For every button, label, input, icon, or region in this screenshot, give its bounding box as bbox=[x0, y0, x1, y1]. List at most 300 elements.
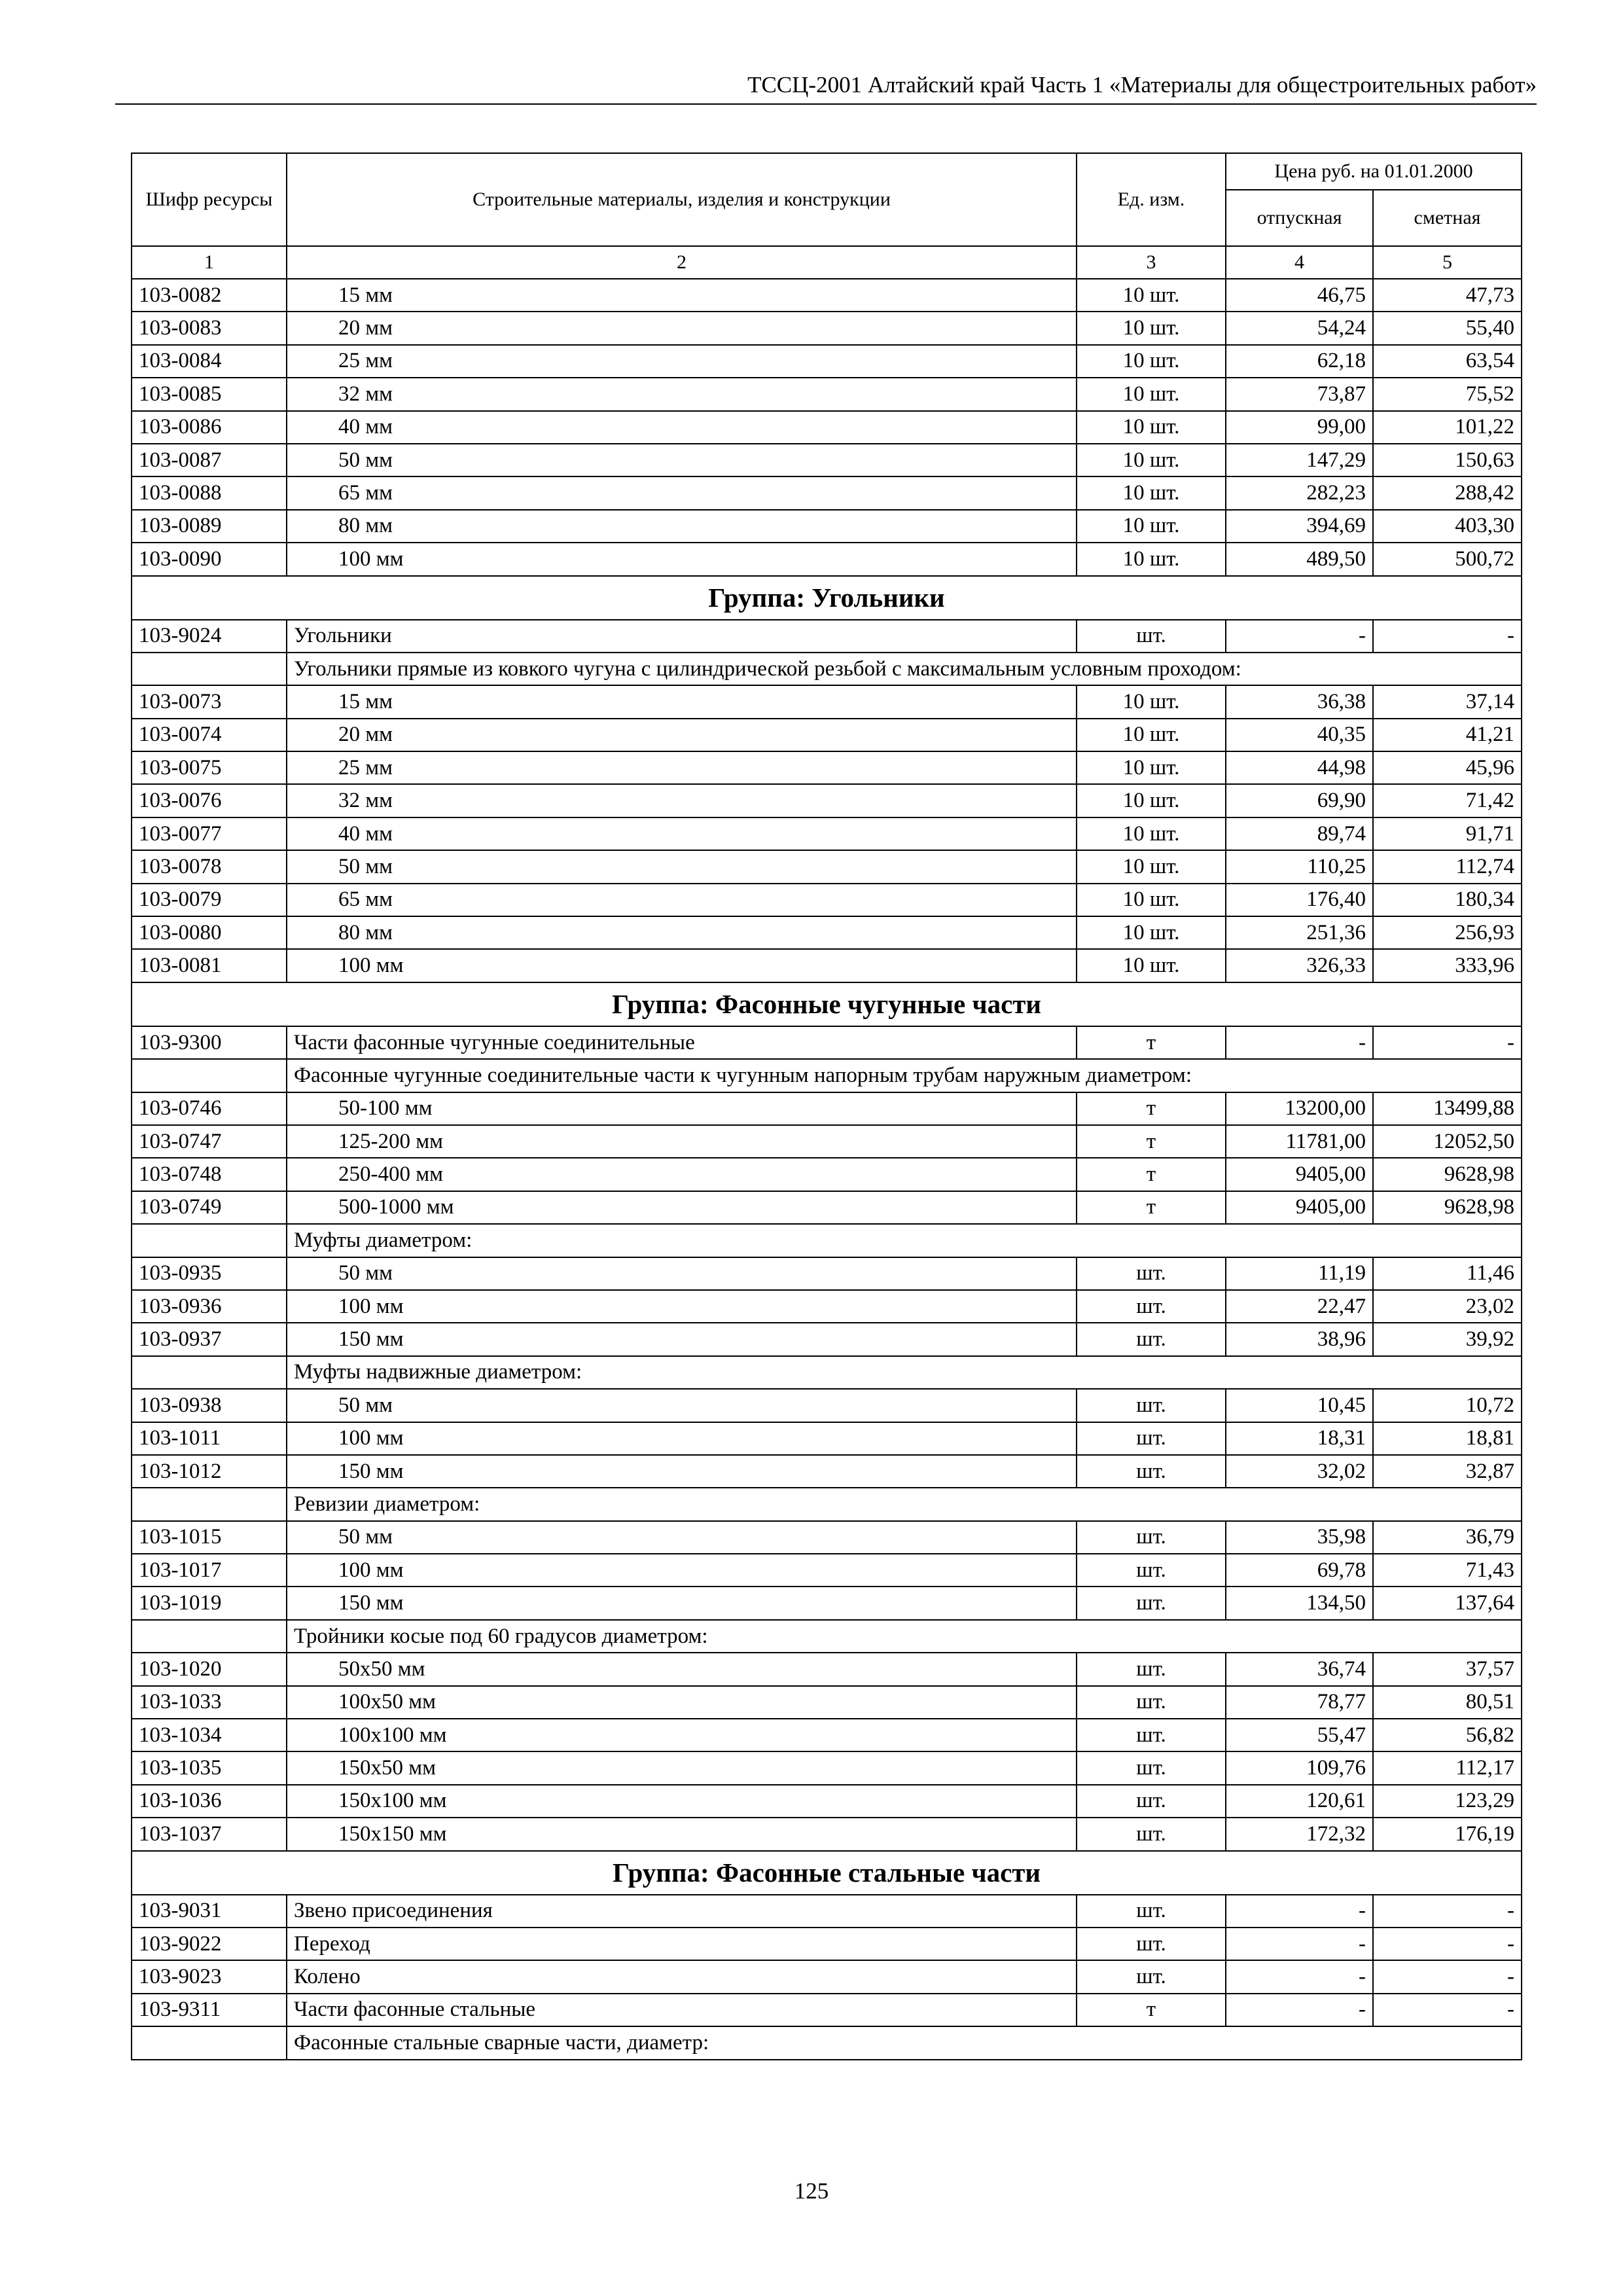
unit-cell: шт. bbox=[1077, 1818, 1226, 1850]
name-cell: 150 мм bbox=[287, 1455, 1077, 1488]
table-row bbox=[132, 1818, 1522, 1850]
column-header-price-group: Цена руб. на 01.01.2000 bbox=[1226, 153, 1522, 190]
name-cell: 80 мм bbox=[287, 510, 1077, 543]
code-cell: 103-1015 bbox=[132, 1521, 287, 1554]
unit-cell: 10 шт. bbox=[1077, 685, 1226, 718]
price-release-cell: - bbox=[1226, 1026, 1373, 1059]
subheading-row bbox=[132, 2026, 1522, 2059]
code-cell: 103-9300 bbox=[132, 1026, 287, 1059]
code-cell: 103-0085 bbox=[132, 378, 287, 410]
price-release-cell: 172,32 bbox=[1226, 1818, 1373, 1850]
code-cell: 103-0076 bbox=[132, 784, 287, 817]
group-title: Группа: Фасонные чугунные части bbox=[132, 982, 1522, 1026]
unit-cell: 10 шт. bbox=[1077, 279, 1226, 312]
code-cell: 103-1035 bbox=[132, 1751, 287, 1784]
price-table bbox=[131, 152, 1522, 2060]
price-release-cell: 13200,00 bbox=[1226, 1092, 1373, 1125]
table-row bbox=[132, 1323, 1522, 1355]
code-cell: 103-0936 bbox=[132, 1290, 287, 1323]
code-cell: 103-1033 bbox=[132, 1686, 287, 1719]
table-row bbox=[132, 444, 1522, 476]
price-estimate-cell: - bbox=[1373, 1960, 1522, 1993]
code-cell bbox=[132, 1059, 287, 1092]
group-title: Группа: Фасонные стальные части bbox=[132, 1851, 1522, 1895]
price-estimate-cell: 10,72 bbox=[1373, 1389, 1522, 1422]
unit-cell: т bbox=[1077, 1191, 1226, 1224]
price-estimate-cell: 403,30 bbox=[1373, 510, 1522, 543]
table-row bbox=[132, 784, 1522, 817]
table-row bbox=[132, 1895, 1522, 1928]
column-header-price-release: отпускная bbox=[1226, 190, 1373, 246]
code-cell bbox=[132, 1356, 287, 1389]
column-number: 5 bbox=[1373, 246, 1522, 279]
table-row bbox=[132, 1751, 1522, 1784]
subheading-row bbox=[132, 1224, 1522, 1257]
price-release-cell: 44,98 bbox=[1226, 751, 1373, 784]
code-cell bbox=[132, 653, 287, 685]
price-release-cell: 69,90 bbox=[1226, 784, 1373, 817]
price-estimate-cell: - bbox=[1373, 620, 1522, 653]
name-cell: 100 мм bbox=[287, 543, 1077, 575]
group-header-row bbox=[132, 576, 1522, 620]
price-release-cell: 38,96 bbox=[1226, 1323, 1373, 1355]
price-estimate-cell: 23,02 bbox=[1373, 1290, 1522, 1323]
name-cell: 150 мм bbox=[287, 1323, 1077, 1355]
page-number: 125 bbox=[794, 2178, 829, 2204]
code-cell: 103-0090 bbox=[132, 543, 287, 575]
price-release-cell: - bbox=[1226, 1928, 1373, 1960]
table-row bbox=[132, 850, 1522, 883]
name-cell: 80 мм bbox=[287, 916, 1077, 949]
table-row bbox=[132, 817, 1522, 850]
name-cell: 15 мм bbox=[287, 685, 1077, 718]
unit-cell: шт. bbox=[1077, 1455, 1226, 1488]
unit-cell: шт. bbox=[1077, 1290, 1226, 1323]
price-estimate-cell: 150,63 bbox=[1373, 444, 1522, 476]
price-estimate-cell: 75,52 bbox=[1373, 378, 1522, 410]
column-header-unit: Ед. изм. bbox=[1077, 153, 1226, 246]
price-release-cell: 9405,00 bbox=[1226, 1191, 1373, 1224]
price-release-cell: - bbox=[1226, 1960, 1373, 1993]
unit-cell: 10 шт. bbox=[1077, 476, 1226, 509]
name-cell: 50-100 мм bbox=[287, 1092, 1077, 1125]
name-cell: 32 мм bbox=[287, 378, 1077, 410]
name-cell: 65 мм bbox=[287, 476, 1077, 509]
table-row bbox=[132, 1422, 1522, 1455]
code-cell: 103-1017 bbox=[132, 1554, 287, 1587]
name-cell: 50 мм bbox=[287, 1521, 1077, 1554]
code-cell bbox=[132, 1620, 287, 1653]
price-estimate-cell: 9628,98 bbox=[1373, 1158, 1522, 1191]
table-row bbox=[132, 620, 1522, 653]
table-row bbox=[132, 345, 1522, 378]
unit-cell: 10 шт. bbox=[1077, 850, 1226, 883]
price-release-cell: 251,36 bbox=[1226, 916, 1373, 949]
group-header-row bbox=[132, 982, 1522, 1026]
code-cell: 103-1012 bbox=[132, 1455, 287, 1488]
name-cell: 65 мм bbox=[287, 884, 1077, 916]
unit-cell: шт. bbox=[1077, 1895, 1226, 1928]
price-estimate-cell: 37,14 bbox=[1373, 685, 1522, 718]
price-release-cell: 9405,00 bbox=[1226, 1158, 1373, 1191]
subheading-text: Угольники прямые из ковкого чугуна с цилиндрической резьбой с максимальным условным проходом: bbox=[287, 653, 1522, 685]
unit-cell: 10 шт. bbox=[1077, 884, 1226, 916]
price-release-cell: 46,75 bbox=[1226, 279, 1373, 312]
price-estimate-cell: 36,79 bbox=[1373, 1521, 1522, 1554]
unit-cell: 10 шт. bbox=[1077, 949, 1226, 982]
table-row bbox=[132, 1290, 1522, 1323]
price-release-cell: 40,35 bbox=[1226, 719, 1373, 751]
table-row bbox=[132, 1257, 1522, 1290]
price-release-cell: 120,61 bbox=[1226, 1785, 1373, 1818]
unit-cell: шт. bbox=[1077, 1257, 1226, 1290]
table-row bbox=[132, 1686, 1522, 1719]
unit-cell: т bbox=[1077, 1994, 1226, 2026]
name-cell: 100 мм bbox=[287, 949, 1077, 982]
column-number: 1 bbox=[132, 246, 287, 279]
table-row bbox=[132, 378, 1522, 410]
unit-cell: 10 шт. bbox=[1077, 751, 1226, 784]
group-header-row bbox=[132, 1851, 1522, 1895]
price-release-cell: - bbox=[1226, 620, 1373, 653]
code-cell: 103-0746 bbox=[132, 1092, 287, 1125]
unit-cell: шт. bbox=[1077, 1785, 1226, 1818]
price-estimate-cell: 91,71 bbox=[1373, 817, 1522, 850]
subheading-row bbox=[132, 1356, 1522, 1389]
subheading-text: Муфты надвижные диаметром: bbox=[287, 1356, 1522, 1389]
code-cell: 103-9031 bbox=[132, 1895, 287, 1928]
price-estimate-cell: 500,72 bbox=[1373, 543, 1522, 575]
unit-cell: 10 шт. bbox=[1077, 345, 1226, 378]
unit-cell: 10 шт. bbox=[1077, 784, 1226, 817]
table-row bbox=[132, 1389, 1522, 1422]
price-estimate-cell: - bbox=[1373, 1895, 1522, 1928]
name-cell: 100x50 мм bbox=[287, 1686, 1077, 1719]
price-estimate-cell: 256,93 bbox=[1373, 916, 1522, 949]
price-release-cell: 10,45 bbox=[1226, 1389, 1373, 1422]
unit-cell: 10 шт. bbox=[1077, 719, 1226, 751]
code-cell: 103-0079 bbox=[132, 884, 287, 916]
table-row bbox=[132, 312, 1522, 344]
code-cell: 103-1034 bbox=[132, 1719, 287, 1751]
price-estimate-cell: 288,42 bbox=[1373, 476, 1522, 509]
subheading-text: Фасонные чугунные соединительные части к чугунным напорным трубам наружным диаметром: bbox=[287, 1059, 1522, 1092]
price-estimate-cell: 32,87 bbox=[1373, 1455, 1522, 1488]
price-estimate-cell: 71,43 bbox=[1373, 1554, 1522, 1587]
table-row bbox=[132, 1653, 1522, 1685]
subheading-text: Фасонные стальные сварные части, диаметр: bbox=[287, 2026, 1522, 2059]
price-release-cell: 32,02 bbox=[1226, 1455, 1373, 1488]
price-release-cell: 73,87 bbox=[1226, 378, 1373, 410]
unit-cell: шт. bbox=[1077, 1521, 1226, 1554]
price-estimate-cell: 12052,50 bbox=[1373, 1125, 1522, 1158]
unit-cell: шт. bbox=[1077, 1960, 1226, 1993]
price-release-cell: 11781,00 bbox=[1226, 1125, 1373, 1158]
unit-cell: шт. bbox=[1077, 1686, 1226, 1719]
table-row bbox=[132, 1191, 1522, 1224]
price-estimate-cell: - bbox=[1373, 1928, 1522, 1960]
name-cell: 125-200 мм bbox=[287, 1125, 1077, 1158]
code-cell: 103-0080 bbox=[132, 916, 287, 949]
price-estimate-cell: 47,73 bbox=[1373, 279, 1522, 312]
price-estimate-cell: 37,57 bbox=[1373, 1653, 1522, 1685]
unit-cell: шт. bbox=[1077, 1928, 1226, 1960]
price-release-cell: 134,50 bbox=[1226, 1587, 1373, 1619]
price-estimate-cell: 80,51 bbox=[1373, 1686, 1522, 1719]
unit-cell: т bbox=[1077, 1026, 1226, 1059]
price-estimate-cell: 11,46 bbox=[1373, 1257, 1522, 1290]
name-cell: 150x50 мм bbox=[287, 1751, 1077, 1784]
price-estimate-cell: 101,22 bbox=[1373, 411, 1522, 444]
code-cell: 103-0078 bbox=[132, 850, 287, 883]
unit-cell: 10 шт. bbox=[1077, 312, 1226, 344]
table-row bbox=[132, 719, 1522, 751]
subheading-text: Ревизии диаметром: bbox=[287, 1488, 1522, 1520]
price-release-cell: 282,23 bbox=[1226, 476, 1373, 509]
price-estimate-cell: 39,92 bbox=[1373, 1323, 1522, 1355]
name-cell: 20 мм bbox=[287, 719, 1077, 751]
table-row bbox=[132, 279, 1522, 312]
price-release-cell: 36,74 bbox=[1226, 1653, 1373, 1685]
price-estimate-cell: 9628,98 bbox=[1373, 1191, 1522, 1224]
unit-cell: шт. bbox=[1077, 1389, 1226, 1422]
table-row bbox=[132, 1026, 1522, 1059]
price-estimate-cell: 176,19 bbox=[1373, 1818, 1522, 1850]
table-row bbox=[132, 543, 1522, 575]
code-cell: 103-0077 bbox=[132, 817, 287, 850]
subheading-text: Муфты диаметром: bbox=[287, 1224, 1522, 1257]
name-cell: Колено bbox=[287, 1960, 1077, 1993]
table-row bbox=[132, 949, 1522, 982]
code-cell: 103-1019 bbox=[132, 1587, 287, 1619]
unit-cell: шт. bbox=[1077, 1422, 1226, 1455]
column-header-price-estimate: сметная bbox=[1373, 190, 1522, 246]
unit-cell: шт. bbox=[1077, 1719, 1226, 1751]
unit-cell: 10 шт. bbox=[1077, 916, 1226, 949]
name-cell: 50 мм bbox=[287, 1389, 1077, 1422]
price-release-cell: 489,50 bbox=[1226, 543, 1373, 575]
code-cell: 103-0074 bbox=[132, 719, 287, 751]
code-cell: 103-9024 bbox=[132, 620, 287, 653]
name-cell: 25 мм bbox=[287, 751, 1077, 784]
table-row bbox=[132, 884, 1522, 916]
subheading-row bbox=[132, 1059, 1522, 1092]
code-cell bbox=[132, 1488, 287, 1520]
code-cell: 103-9022 bbox=[132, 1928, 287, 1960]
code-cell: 103-9311 bbox=[132, 1994, 287, 2026]
price-release-cell: - bbox=[1226, 1895, 1373, 1928]
table-row bbox=[132, 1587, 1522, 1619]
code-cell: 103-1037 bbox=[132, 1818, 287, 1850]
price-release-cell: 36,38 bbox=[1226, 685, 1373, 718]
code-cell: 103-0748 bbox=[132, 1158, 287, 1191]
code-cell bbox=[132, 1224, 287, 1257]
name-cell: 100 мм bbox=[287, 1290, 1077, 1323]
price-release-cell: 18,31 bbox=[1226, 1422, 1373, 1455]
header-rule bbox=[115, 103, 1537, 105]
table-row bbox=[132, 411, 1522, 444]
code-cell: 103-0086 bbox=[132, 411, 287, 444]
unit-cell: т bbox=[1077, 1092, 1226, 1125]
column-header-name: Строительные материалы, изделия и конструкции bbox=[287, 153, 1077, 246]
price-release-cell: 326,33 bbox=[1226, 949, 1373, 982]
price-release-cell: 394,69 bbox=[1226, 510, 1373, 543]
price-estimate-cell: 18,81 bbox=[1373, 1422, 1522, 1455]
name-cell: 150x150 мм bbox=[287, 1818, 1077, 1850]
column-number: 2 bbox=[287, 246, 1077, 279]
table-body bbox=[132, 279, 1522, 2060]
name-cell: 20 мм bbox=[287, 312, 1077, 344]
subheading-row bbox=[132, 1620, 1522, 1653]
name-cell: 500-1000 мм bbox=[287, 1191, 1077, 1224]
running-header-title: ТССЦ-2001 Алтайский край Часть 1 «Материалы для общестроительных работ» bbox=[747, 72, 1537, 98]
unit-cell: шт. bbox=[1077, 1751, 1226, 1784]
table-row bbox=[132, 685, 1522, 718]
code-cell: 103-0089 bbox=[132, 510, 287, 543]
name-cell: 40 мм bbox=[287, 817, 1077, 850]
table-row bbox=[132, 510, 1522, 543]
table-row bbox=[132, 1994, 1522, 2026]
name-cell: 25 мм bbox=[287, 345, 1077, 378]
price-release-cell: 99,00 bbox=[1226, 411, 1373, 444]
table-row bbox=[132, 1928, 1522, 1960]
name-cell: 50 мм bbox=[287, 1257, 1077, 1290]
price-release-cell: 11,19 bbox=[1226, 1257, 1373, 1290]
name-cell: 50x50 мм bbox=[287, 1653, 1077, 1685]
name-cell: Части фасонные стальные bbox=[287, 1994, 1077, 2026]
code-cell: 103-0082 bbox=[132, 279, 287, 312]
column-number: 3 bbox=[1077, 246, 1226, 279]
unit-cell: т bbox=[1077, 1158, 1226, 1191]
price-release-cell: 55,47 bbox=[1226, 1719, 1373, 1751]
unit-cell: шт. bbox=[1077, 1653, 1226, 1685]
code-cell: 103-0935 bbox=[132, 1257, 287, 1290]
price-release-cell: 62,18 bbox=[1226, 345, 1373, 378]
code-cell: 103-0084 bbox=[132, 345, 287, 378]
name-cell: Угольники bbox=[287, 620, 1077, 653]
subheading-text: Тройники косые под 60 градусов диаметром: bbox=[287, 1620, 1522, 1653]
name-cell: 100x100 мм bbox=[287, 1719, 1077, 1751]
table-row bbox=[132, 1554, 1522, 1587]
price-release-cell: 89,74 bbox=[1226, 817, 1373, 850]
table-row bbox=[132, 1960, 1522, 1993]
price-release-cell: 109,76 bbox=[1226, 1751, 1373, 1784]
name-cell: 150 мм bbox=[287, 1587, 1077, 1619]
table-row bbox=[132, 751, 1522, 784]
unit-cell: шт. bbox=[1077, 1587, 1226, 1619]
price-estimate-cell: 112,74 bbox=[1373, 850, 1522, 883]
code-cell: 103-1036 bbox=[132, 1785, 287, 1818]
subheading-row bbox=[132, 1488, 1522, 1520]
unit-cell: 10 шт. bbox=[1077, 378, 1226, 410]
name-cell: 50 мм bbox=[287, 850, 1077, 883]
unit-cell: шт. bbox=[1077, 620, 1226, 653]
price-estimate-cell: 55,40 bbox=[1373, 312, 1522, 344]
unit-cell: 10 шт. bbox=[1077, 817, 1226, 850]
name-cell: Части фасонные чугунные соединительные bbox=[287, 1026, 1077, 1059]
code-cell: 103-0088 bbox=[132, 476, 287, 509]
code-cell: 103-0087 bbox=[132, 444, 287, 476]
code-cell: 103-1020 bbox=[132, 1653, 287, 1685]
price-estimate-cell: - bbox=[1373, 1994, 1522, 2026]
code-cell: 103-0749 bbox=[132, 1191, 287, 1224]
price-release-cell: 78,77 bbox=[1226, 1686, 1373, 1719]
table-row bbox=[132, 1719, 1522, 1751]
price-release-cell: 110,25 bbox=[1226, 850, 1373, 883]
name-cell: Звено присоединения bbox=[287, 1895, 1077, 1928]
price-estimate-cell: 56,82 bbox=[1373, 1719, 1522, 1751]
price-estimate-cell: 123,29 bbox=[1373, 1785, 1522, 1818]
table-row bbox=[132, 1455, 1522, 1488]
price-estimate-cell: - bbox=[1373, 1026, 1522, 1059]
price-release-cell: - bbox=[1226, 1994, 1373, 2026]
price-estimate-cell: 137,64 bbox=[1373, 1587, 1522, 1619]
unit-cell: 10 шт. bbox=[1077, 510, 1226, 543]
price-estimate-cell: 13499,88 bbox=[1373, 1092, 1522, 1125]
code-cell: 103-0747 bbox=[132, 1125, 287, 1158]
price-release-cell: 35,98 bbox=[1226, 1521, 1373, 1554]
subheading-row bbox=[132, 653, 1522, 685]
column-header-code: Шифр ресурсы bbox=[132, 153, 287, 246]
column-number: 4 bbox=[1226, 246, 1373, 279]
name-cell: 150x100 мм bbox=[287, 1785, 1077, 1818]
code-cell: 103-0937 bbox=[132, 1323, 287, 1355]
name-cell: 250-400 мм bbox=[287, 1158, 1077, 1191]
code-cell bbox=[132, 2026, 287, 2059]
price-release-cell: 176,40 bbox=[1226, 884, 1373, 916]
table-row bbox=[132, 916, 1522, 949]
table-row bbox=[132, 1125, 1522, 1158]
unit-cell: т bbox=[1077, 1125, 1226, 1158]
price-estimate-cell: 71,42 bbox=[1373, 784, 1522, 817]
price-estimate-cell: 333,96 bbox=[1373, 949, 1522, 982]
unit-cell: 10 шт. bbox=[1077, 411, 1226, 444]
price-estimate-cell: 45,96 bbox=[1373, 751, 1522, 784]
price-estimate-cell: 41,21 bbox=[1373, 719, 1522, 751]
code-cell: 103-0073 bbox=[132, 685, 287, 718]
name-cell: 50 мм bbox=[287, 444, 1077, 476]
unit-cell: 10 шт. bbox=[1077, 444, 1226, 476]
price-release-cell: 69,78 bbox=[1226, 1554, 1373, 1587]
code-cell: 103-0075 bbox=[132, 751, 287, 784]
price-release-cell: 54,24 bbox=[1226, 312, 1373, 344]
name-cell: Переход bbox=[287, 1928, 1077, 1960]
name-cell: 100 мм bbox=[287, 1554, 1077, 1587]
price-estimate-cell: 180,34 bbox=[1373, 884, 1522, 916]
code-cell: 103-0938 bbox=[132, 1389, 287, 1422]
code-cell: 103-0083 bbox=[132, 312, 287, 344]
code-cell: 103-1011 bbox=[132, 1422, 287, 1455]
name-cell: 40 мм bbox=[287, 411, 1077, 444]
name-cell: 32 мм bbox=[287, 784, 1077, 817]
name-cell: 15 мм bbox=[287, 279, 1077, 312]
unit-cell: 10 шт. bbox=[1077, 543, 1226, 575]
table-row bbox=[132, 1092, 1522, 1125]
code-cell: 103-9023 bbox=[132, 1960, 287, 1993]
price-release-cell: 147,29 bbox=[1226, 444, 1373, 476]
group-title: Группа: Угольники bbox=[132, 576, 1522, 620]
table-row bbox=[132, 1785, 1522, 1818]
unit-cell: шт. bbox=[1077, 1554, 1226, 1587]
name-cell: 100 мм bbox=[287, 1422, 1077, 1455]
price-release-cell: 22,47 bbox=[1226, 1290, 1373, 1323]
table-row bbox=[132, 1158, 1522, 1191]
code-cell: 103-0081 bbox=[132, 949, 287, 982]
price-estimate-cell: 112,17 bbox=[1373, 1751, 1522, 1784]
price-estimate-cell: 63,54 bbox=[1373, 345, 1522, 378]
table-row bbox=[132, 1521, 1522, 1554]
table-row bbox=[132, 476, 1522, 509]
